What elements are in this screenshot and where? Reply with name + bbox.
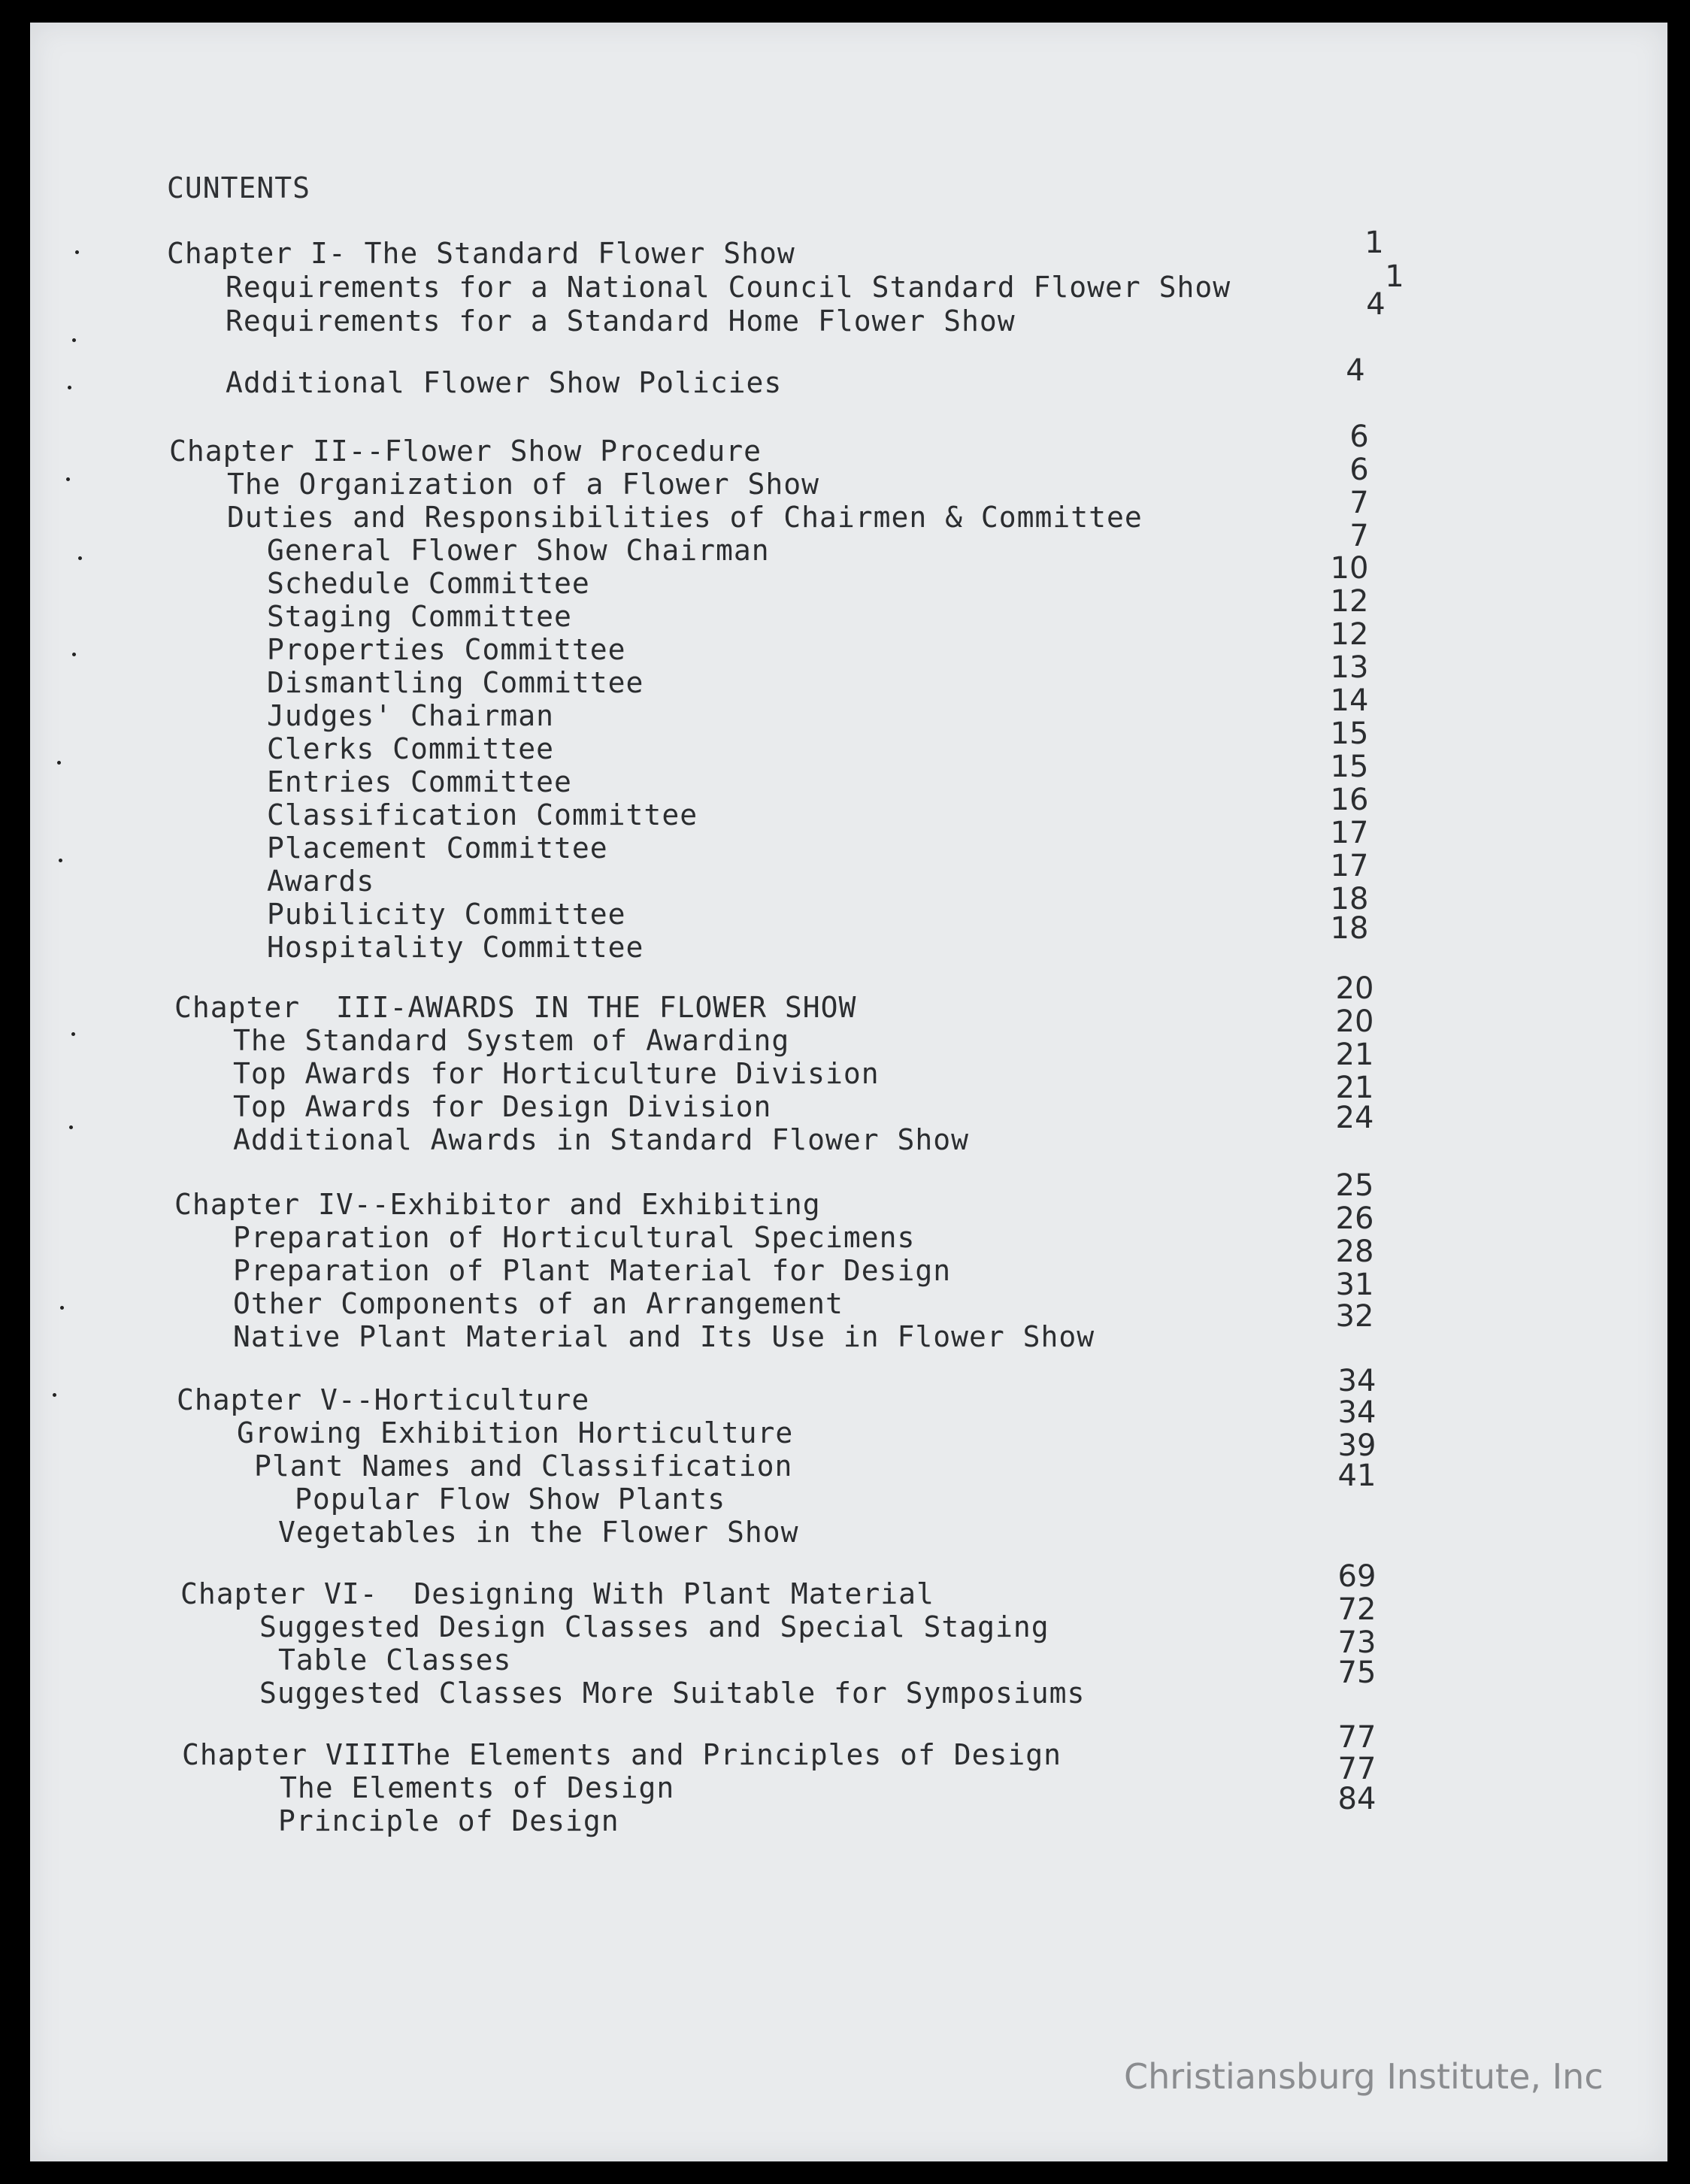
toc-entry-text: Chapter III-AWARDS IN THE FLOWER SHOW [174, 991, 857, 1024]
toc-entry-text: Growing Exhibition Horticulture [237, 1416, 794, 1449]
toc-entry-text: Vegetables in the Flower Show [278, 1516, 799, 1549]
margin-mark [59, 859, 62, 862]
margin-mark [72, 653, 76, 656]
margin-mark [53, 1393, 56, 1397]
toc-entry-page: 34 [1337, 1364, 1377, 1398]
toc-entry-text: Chapter VI- Designing With Plant Material [180, 1577, 934, 1610]
toc-entry-page: 21 [1335, 1037, 1374, 1072]
toc-entry-page: 4 [1366, 287, 1386, 322]
watermark: Christiansburg Institute, Inc [1124, 2056, 1604, 2097]
margin-mark [66, 477, 70, 481]
margin-mark [75, 250, 79, 254]
contents-title: CUNTENTS [167, 171, 311, 204]
margin-mark [57, 761, 61, 765]
toc-entry-text: Entries Committee [267, 765, 572, 798]
toc-entry-text: Top Awards for Horticulture Division [233, 1057, 880, 1090]
margin-mark [68, 386, 71, 389]
toc-entry-page: 75 [1337, 1655, 1377, 1690]
toc-entry-page: 31 [1335, 1268, 1374, 1302]
toc-entry-text: Requirements for a National Council Standard Flower Show [226, 271, 1231, 304]
toc-entry-page: 69 [1337, 1559, 1377, 1594]
toc-entry-text: Properties Committee [267, 633, 626, 666]
margin-mark [78, 556, 82, 560]
toc-entry-text: Chapter IV--Exhibitor and Exhibiting [174, 1188, 821, 1221]
toc-entry-text: General Flower Show Chairman [267, 534, 770, 567]
toc-entry-text: The Organization of a Flower Show [227, 468, 819, 501]
toc-entry-page: 25 [1335, 1168, 1374, 1203]
toc-entry-text: Native Plant Material and Its Use in Flower Show [233, 1320, 1095, 1353]
toc-entry-page: 1 [1385, 259, 1404, 294]
toc-entry-page: 6 [1349, 420, 1369, 454]
toc-entry-page: 16 [1330, 783, 1369, 817]
margin-mark [60, 1306, 64, 1310]
toc-entry-text: Judges' Chairman [267, 699, 555, 732]
toc-entry-text: Additional Flower Show Policies [226, 366, 783, 399]
toc-entry-text: Hospitality Committee [267, 931, 644, 964]
toc-entry-text: Suggested Design Classes and Special Staging [259, 1610, 1049, 1643]
toc-entry-page: 39 [1337, 1428, 1377, 1463]
toc-entry-page: 12 [1330, 617, 1369, 652]
toc-entry-text: Dismantling Committee [267, 666, 644, 699]
toc-entry-text: Plant Names and Classification [254, 1449, 793, 1483]
toc-entry-page: 7 [1349, 486, 1369, 520]
toc-entry-text: Pubilicity Committee [267, 898, 626, 931]
toc-entry-text: Duties and Responsibilities of Chairmen & Committee [227, 501, 1143, 534]
toc-entry-text: Clerks Committee [267, 732, 555, 765]
toc-entry-page: 17 [1330, 816, 1369, 850]
toc-entry-text: Suggested Classes More Suitable for Symposiums [259, 1677, 1086, 1710]
toc-entry-text: Chapter I- The Standard Flower Show [167, 237, 795, 270]
toc-entry-text: Placement Committee [267, 831, 608, 865]
toc-entry-page: 84 [1337, 1782, 1377, 1816]
toc-entry-page: 13 [1330, 650, 1369, 685]
toc-entry-text: Additional Awards in Standard Flower Show [233, 1123, 969, 1156]
toc-entry-page: 15 [1330, 716, 1369, 751]
toc-entry-text: The Elements of Design [280, 1771, 675, 1804]
toc-entry-page: 77 [1337, 1752, 1377, 1786]
toc-entry-text: Other Components of an Arrangement [233, 1287, 843, 1320]
toc-entry-text: Awards [267, 865, 375, 898]
toc-entry-page: 6 [1349, 453, 1369, 487]
margin-mark [69, 1125, 73, 1129]
toc-entry-page: 7 [1349, 519, 1369, 553]
toc-entry-text: Requirements for a Standard Home Flower Show [226, 304, 1016, 338]
toc-entry-page: 73 [1337, 1625, 1377, 1660]
toc-entry-page: 12 [1330, 584, 1369, 619]
margin-mark [72, 338, 76, 342]
toc-entry-text: Classification Committee [267, 798, 698, 831]
toc-entry-page: 15 [1330, 750, 1369, 784]
toc-entry-page: 32 [1335, 1299, 1374, 1334]
toc-entry-text: Preparation of Plant Material for Design [233, 1254, 952, 1287]
toc-entry-page: 24 [1335, 1101, 1374, 1135]
toc-entry-text: Chapter II--Flower Show Procedure [169, 435, 762, 468]
toc-entry-page: 28 [1335, 1234, 1374, 1269]
toc-entry-text: Schedule Committee [267, 567, 590, 600]
toc-entry-text: Chapter V--Horticulture [177, 1383, 590, 1416]
toc-entry-text: Popular Flow Show Plants [295, 1483, 726, 1516]
toc-entry-page: 26 [1335, 1201, 1374, 1236]
toc-entry-page: 18 [1330, 911, 1369, 946]
toc-entry-page: 10 [1330, 551, 1369, 586]
toc-entry-page: 17 [1330, 849, 1369, 883]
toc-entry-page: 20 [1335, 971, 1374, 1006]
toc-entry-page: 21 [1335, 1071, 1374, 1105]
toc-entry-page: 72 [1337, 1592, 1377, 1627]
toc-entry-page: 1 [1364, 226, 1384, 260]
toc-entry-page: 14 [1330, 683, 1369, 718]
toc-entry-page: 34 [1337, 1395, 1377, 1430]
toc-entry-text: Chapter VIIIThe Elements and Principles of Design [182, 1738, 1062, 1771]
toc-entry-text: Top Awards for Design Division [233, 1090, 772, 1123]
toc-entry-page: 41 [1337, 1459, 1377, 1493]
toc-entry-text: Staging Committee [267, 600, 572, 633]
toc-entry-page: 18 [1330, 882, 1369, 916]
margin-mark [71, 1032, 75, 1036]
toc-entry-page: 20 [1335, 1004, 1374, 1039]
toc-entry-text: Table Classes [278, 1643, 512, 1677]
toc-entry-text: Principle of Design [278, 1804, 619, 1837]
toc-entry-page: 77 [1337, 1720, 1377, 1755]
toc-entry-text: The Standard System of Awarding [233, 1024, 790, 1057]
toc-entry-page: 4 [1346, 353, 1365, 388]
toc-entry-text: Preparation of Horticultural Specimens [233, 1221, 916, 1254]
